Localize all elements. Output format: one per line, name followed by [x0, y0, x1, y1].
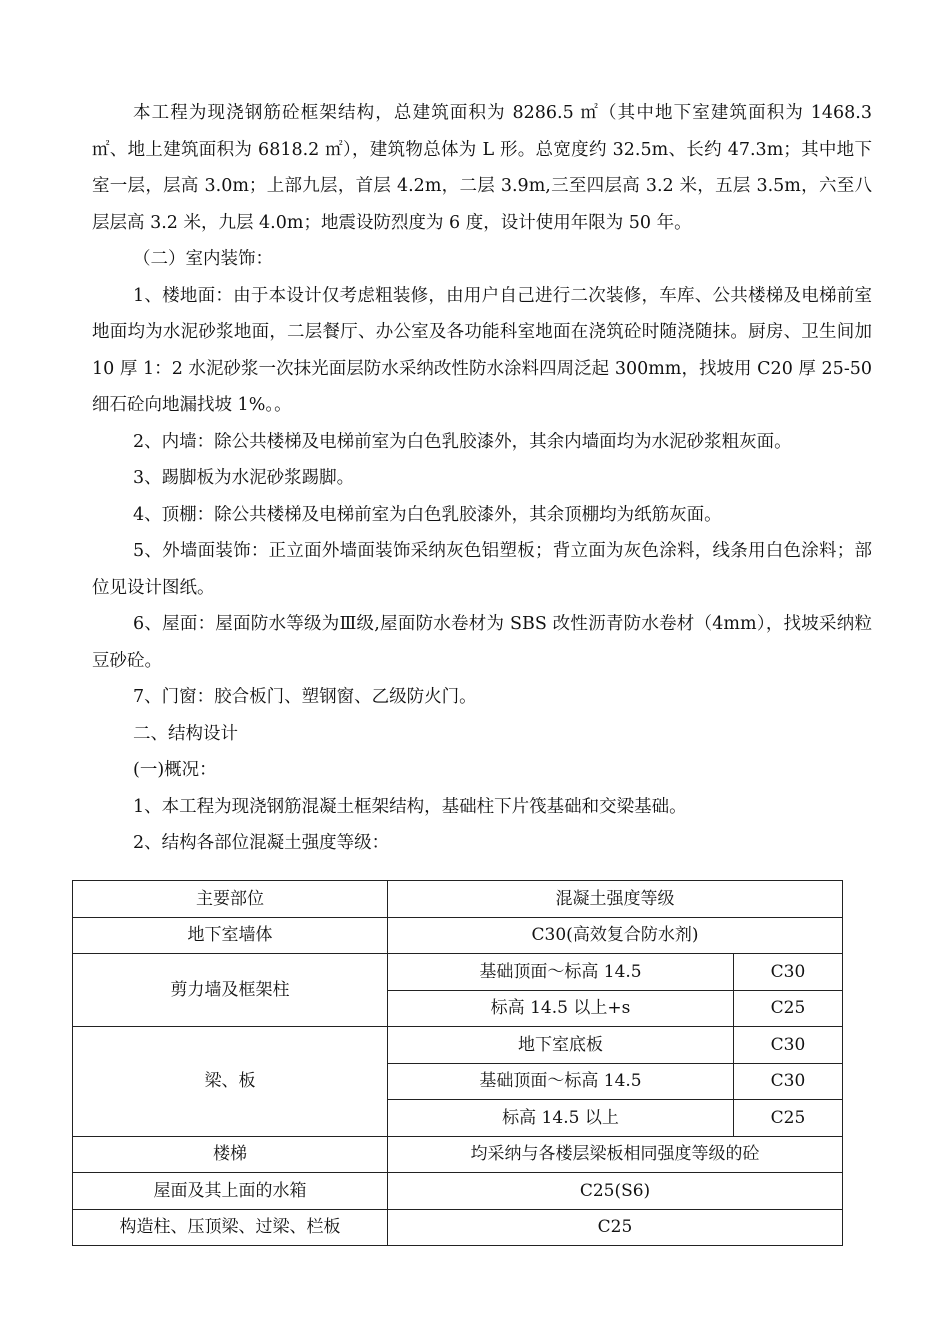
- cell-part: 梁、板: [73, 1027, 388, 1137]
- concrete-grade-table: [72, 880, 843, 1246]
- cell-part: 楼梯: [73, 1136, 388, 1173]
- paragraph-skirting: 3、踢脚板为水泥砂浆踢脚。: [133, 468, 355, 488]
- heading-interior-decoration: （二）室内装饰：: [133, 249, 273, 269]
- cell-grade: C30(高效复合防水剂): [388, 917, 843, 954]
- cell-grade: C25: [388, 1209, 843, 1246]
- cell-subpart: 基础顶面～标高 14.5: [388, 954, 734, 991]
- paragraph-floor: 1、楼地面：由于本设计仅考虑粗装修，由用户自己进行二次装修，车库、公共楼梯及电梯前室地面均为水泥砂浆地面，二层餐厅、办公室及各功能科室地面在浇筑砼时随浇随抹。厨房、卫生间加 10 厚 1：2 水泥砂浆一次抹光面层防水采纳改性防水涂料四周泛起 300mm，找坡用 C20 厚 25-50 细石砼向地漏找坡 1%。。: [92, 285, 872, 415]
- cell-subpart: 基础顶面～标高 14.5: [388, 1063, 734, 1100]
- cell-grade: C25: [734, 990, 843, 1027]
- cell-part: 剪力墙及框架柱: [73, 954, 388, 1027]
- cell-grade: C30: [734, 1027, 843, 1064]
- cell-grade: C30: [734, 954, 843, 991]
- cell-grade: 均采纳与各楼层梁板相同强度等级的砼: [388, 1136, 843, 1173]
- paragraph-ceiling: 4、顶棚：除公共楼梯及电梯前室为白色乳胶漆外，其余顶棚均为纸筋灰面。: [133, 504, 722, 525]
- paragraph-roof: 6、屋面：屋面防水等级为Ⅲ级,屋面防水卷材为 SBS 改性沥青防水卷材（4mm），找坡采纳粒豆砂砼。: [92, 614, 872, 671]
- header-part: 主要部位: [73, 881, 388, 918]
- cell-grade: C25(S6): [388, 1173, 843, 1210]
- table-row: [73, 1027, 843, 1064]
- table-row: [73, 954, 843, 991]
- cell-part: 地下室墙体: [73, 917, 388, 954]
- heading-structure-design: 二、结构设计: [133, 723, 238, 744]
- table-row: [73, 1136, 843, 1173]
- header-grade: 混凝土强度等级: [388, 881, 843, 918]
- cell-grade: C25: [734, 1100, 843, 1137]
- table-row: [73, 1173, 843, 1210]
- paragraph-structure-type: 1、本工程为现浇钢筋混凝土框架结构，基础柱下片筏基础和交梁基础。: [133, 796, 687, 817]
- paragraph-concrete-grades-intro: 2、结构各部位混凝土强度等级：: [133, 833, 390, 853]
- table-row: [73, 917, 843, 954]
- document-body: [92, 95, 872, 862]
- cell-subpart: 地下室底板: [388, 1027, 734, 1064]
- paragraph-overview: 本工程为现浇钢筋砼框架结构，总建筑面积为 8286.5 ㎡（其中地下室建筑面积为 1468.3 ㎡、地上建筑面积为 6818.2 ㎡），建筑物总体为 L 形。总宽度约 32.5m、长约 47.3m；其中地下室一层，层高 3.0m；上部九层，首层 4.2m，二层 3.9m,三至四层高 3.2 米，五层 3.5m，六至八层层高 3.2 米，九层 4.0m；地震设防烈度为 6 度，设计使用年限为 50 年。: [92, 103, 872, 233]
- paragraph-exterior-wall: 5、外墙面装饰：正立面外墙面装饰采纳灰色铝塑板；背立面为灰色涂料，线条用白色涂料；部位见设计图纸。: [92, 541, 872, 598]
- concrete-grade-table-wrapper: [72, 880, 842, 1246]
- cell-subpart: 标高 14.5 以上: [388, 1100, 734, 1137]
- cell-grade: C30: [734, 1063, 843, 1100]
- cell-part: 屋面及其上面的水箱: [73, 1173, 388, 1210]
- paragraph-inner-wall: 2、内墙：除公共楼梯及电梯前室为白色乳胶漆外，其余内墙面均为水泥砂浆粗灰面。: [133, 431, 792, 452]
- heading-general: (一)概况：: [133, 760, 217, 780]
- cell-part: 构造柱、压顶梁、过梁、栏板: [73, 1209, 388, 1246]
- cell-subpart: 标高 14.5 以上+s: [388, 990, 734, 1027]
- paragraph-doors-windows: 7、门窗：胶合板门、塑钢窗、乙级防火门。: [133, 687, 477, 707]
- table-header-row: [73, 881, 843, 918]
- table-row: [73, 1209, 843, 1246]
